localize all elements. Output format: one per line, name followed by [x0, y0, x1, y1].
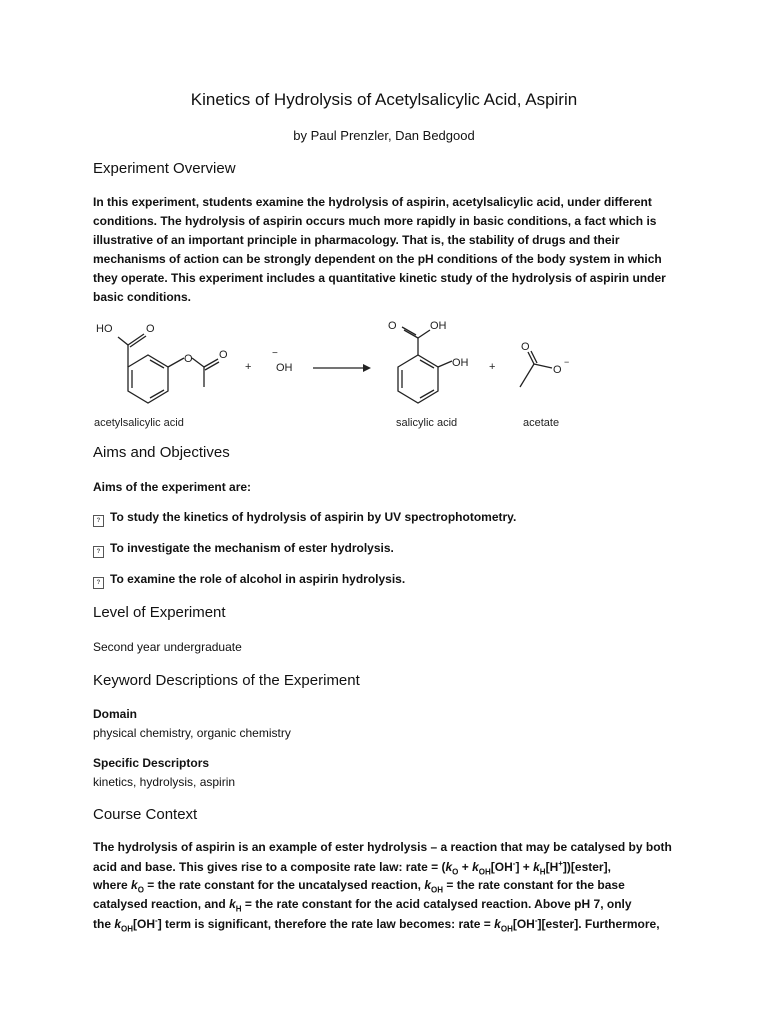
subscript: H — [235, 904, 242, 914]
subscript: O — [137, 885, 144, 895]
k-symbol: k — [494, 917, 501, 931]
domain-label: Domain — [93, 707, 138, 721]
overview-paragraph — [93, 193, 683, 307]
product2-label: acetate — [523, 417, 560, 429]
text-run: [OH — [512, 917, 535, 931]
aims-item-text: To study the kinetics of hydrolysis of aspirin by UV spectrophotometry. — [110, 510, 517, 524]
domain-text: physical chemistry, organic chemistry — [93, 726, 291, 740]
superscript: - — [534, 916, 538, 925]
document-title: Kinetics of Hydrolysis of Acetylsalicylic Acid, Aspirin — [190, 90, 578, 109]
overview-line: they operate. This experiment includes a quantitative kinetic study of the hydrolysis of aspirin under — [93, 271, 666, 285]
superscript: - — [512, 859, 516, 868]
aims-item — [93, 510, 516, 527]
salicylic-benzene-ring — [398, 355, 438, 403]
specific-label: Specific Descriptors — [93, 756, 210, 770]
text-run: + — [458, 860, 473, 874]
acid-oh-label: OH — [430, 320, 447, 332]
context-line: The hydrolysis of aspirin is an example of ester hydrolysis – a reaction that may be catalysed by both — [93, 840, 672, 854]
level-text: Second year undergraduate — [93, 640, 242, 654]
aspirin-benzene-ring — [128, 355, 168, 403]
specific-text: kinetics, hydrolysis, aspirin — [93, 775, 236, 789]
product1-label: salicylic acid — [396, 417, 458, 429]
document-authors: by Paul Prenzler, Dan Bedgood — [293, 128, 475, 143]
plus-sign: + — [245, 361, 252, 373]
acetate-carbonyl-o-label: O — [521, 341, 530, 353]
context-line — [93, 916, 693, 933]
subscript: OH — [431, 885, 444, 895]
carbonyl-o-label: O — [146, 323, 155, 335]
plus-sign: + — [489, 361, 496, 373]
overview-line: mechanisms of action can be strongly dependent on the pH conditions of the body system in which — [93, 252, 662, 266]
text-run: [OH — [133, 917, 156, 931]
k-symbol: k — [424, 878, 432, 892]
text-run: ][ester]. Furthermore, — [537, 917, 660, 931]
text-run: the — [93, 917, 115, 931]
hydroxide-label: OH — [276, 362, 293, 374]
overview-heading: Experiment Overview — [93, 160, 236, 177]
text-run: catalysed reaction, and — [93, 897, 230, 911]
aims-intro: Aims of the experiment are: — [93, 480, 252, 494]
bullet-icon: ? — [93, 515, 104, 527]
aims-item-text: To examine the role of alcohol in aspirin hydrolysis. — [110, 572, 406, 586]
overview-line: illustrative of an important principle in pharmacology. That is, the stability of drugs and their — [93, 233, 620, 247]
ho-label: HO — [96, 323, 113, 335]
subscript: O — [452, 867, 459, 877]
text-run: = the rate constant for the acid catalysed reaction. Above pH 7, only — [241, 897, 632, 911]
k-symbol: k — [229, 897, 236, 911]
text-run: [OH — [490, 860, 513, 874]
bullet-icon: ? — [93, 546, 104, 558]
k-symbol: k — [472, 860, 479, 874]
subscript: H — [539, 867, 546, 877]
overview-line: conditions. The hydrolysis of aspirin occurs much more rapidly in basic conditions, a fact which is — [93, 214, 657, 228]
aims-item-text: To investigate the mechanism of ester hydrolysis. — [110, 541, 394, 555]
superscript: - — [155, 916, 158, 925]
carbonyl-o-label: O — [388, 320, 397, 332]
text-run: where — [93, 878, 132, 892]
acetate-o-label: O — [553, 364, 562, 376]
overview-line: basic conditions. — [93, 290, 192, 304]
minus-sign: − — [272, 348, 278, 359]
subscript: OH — [121, 924, 134, 934]
context-line — [93, 859, 693, 876]
text-run: ] + — [515, 860, 534, 874]
reactant-label: acetylsalicylic acid — [94, 417, 184, 429]
k-symbol: k — [533, 860, 540, 874]
text-run: acid and base. This gives rise to a composite rate law: rate = ( — [93, 860, 446, 874]
text-run: = the rate constant for the uncatalysed reaction, — [143, 878, 425, 892]
subscript: OH — [500, 924, 513, 934]
reaction-scheme — [88, 312, 588, 437]
level-heading: Level of Experiment — [93, 604, 226, 621]
text-run: [H — [545, 860, 559, 874]
context-line — [93, 897, 693, 913]
context-line — [93, 878, 693, 894]
text-run: = the rate constant for the base — [443, 878, 625, 892]
superscript: + — [558, 859, 563, 868]
context-heading: Course Context — [93, 806, 198, 823]
text-run: ])[ester], — [562, 860, 611, 874]
phenol-oh-label: OH — [452, 357, 469, 369]
k-symbol: k — [445, 860, 453, 874]
keywords-heading: Keyword Descriptions of the Experiment — [93, 672, 360, 689]
k-symbol: k — [114, 917, 122, 931]
aims-heading: Aims and Objectives — [93, 444, 230, 461]
subscript: OH — [478, 867, 491, 877]
ester-o-label: O — [184, 353, 193, 365]
aims-item — [93, 541, 394, 558]
bullet-icon: ? — [93, 577, 104, 589]
text-run: ] term is significant, therefore the rate law becomes: rate = — [157, 917, 495, 931]
aims-item — [93, 572, 405, 589]
acetyl-o-label: O — [219, 349, 228, 361]
k-symbol: k — [131, 878, 138, 892]
overview-line: In this experiment, students examine the hydrolysis of aspirin, acetylsalicylic acid, under different — [93, 195, 652, 209]
acetate-minus-sign: − — [564, 357, 570, 367]
